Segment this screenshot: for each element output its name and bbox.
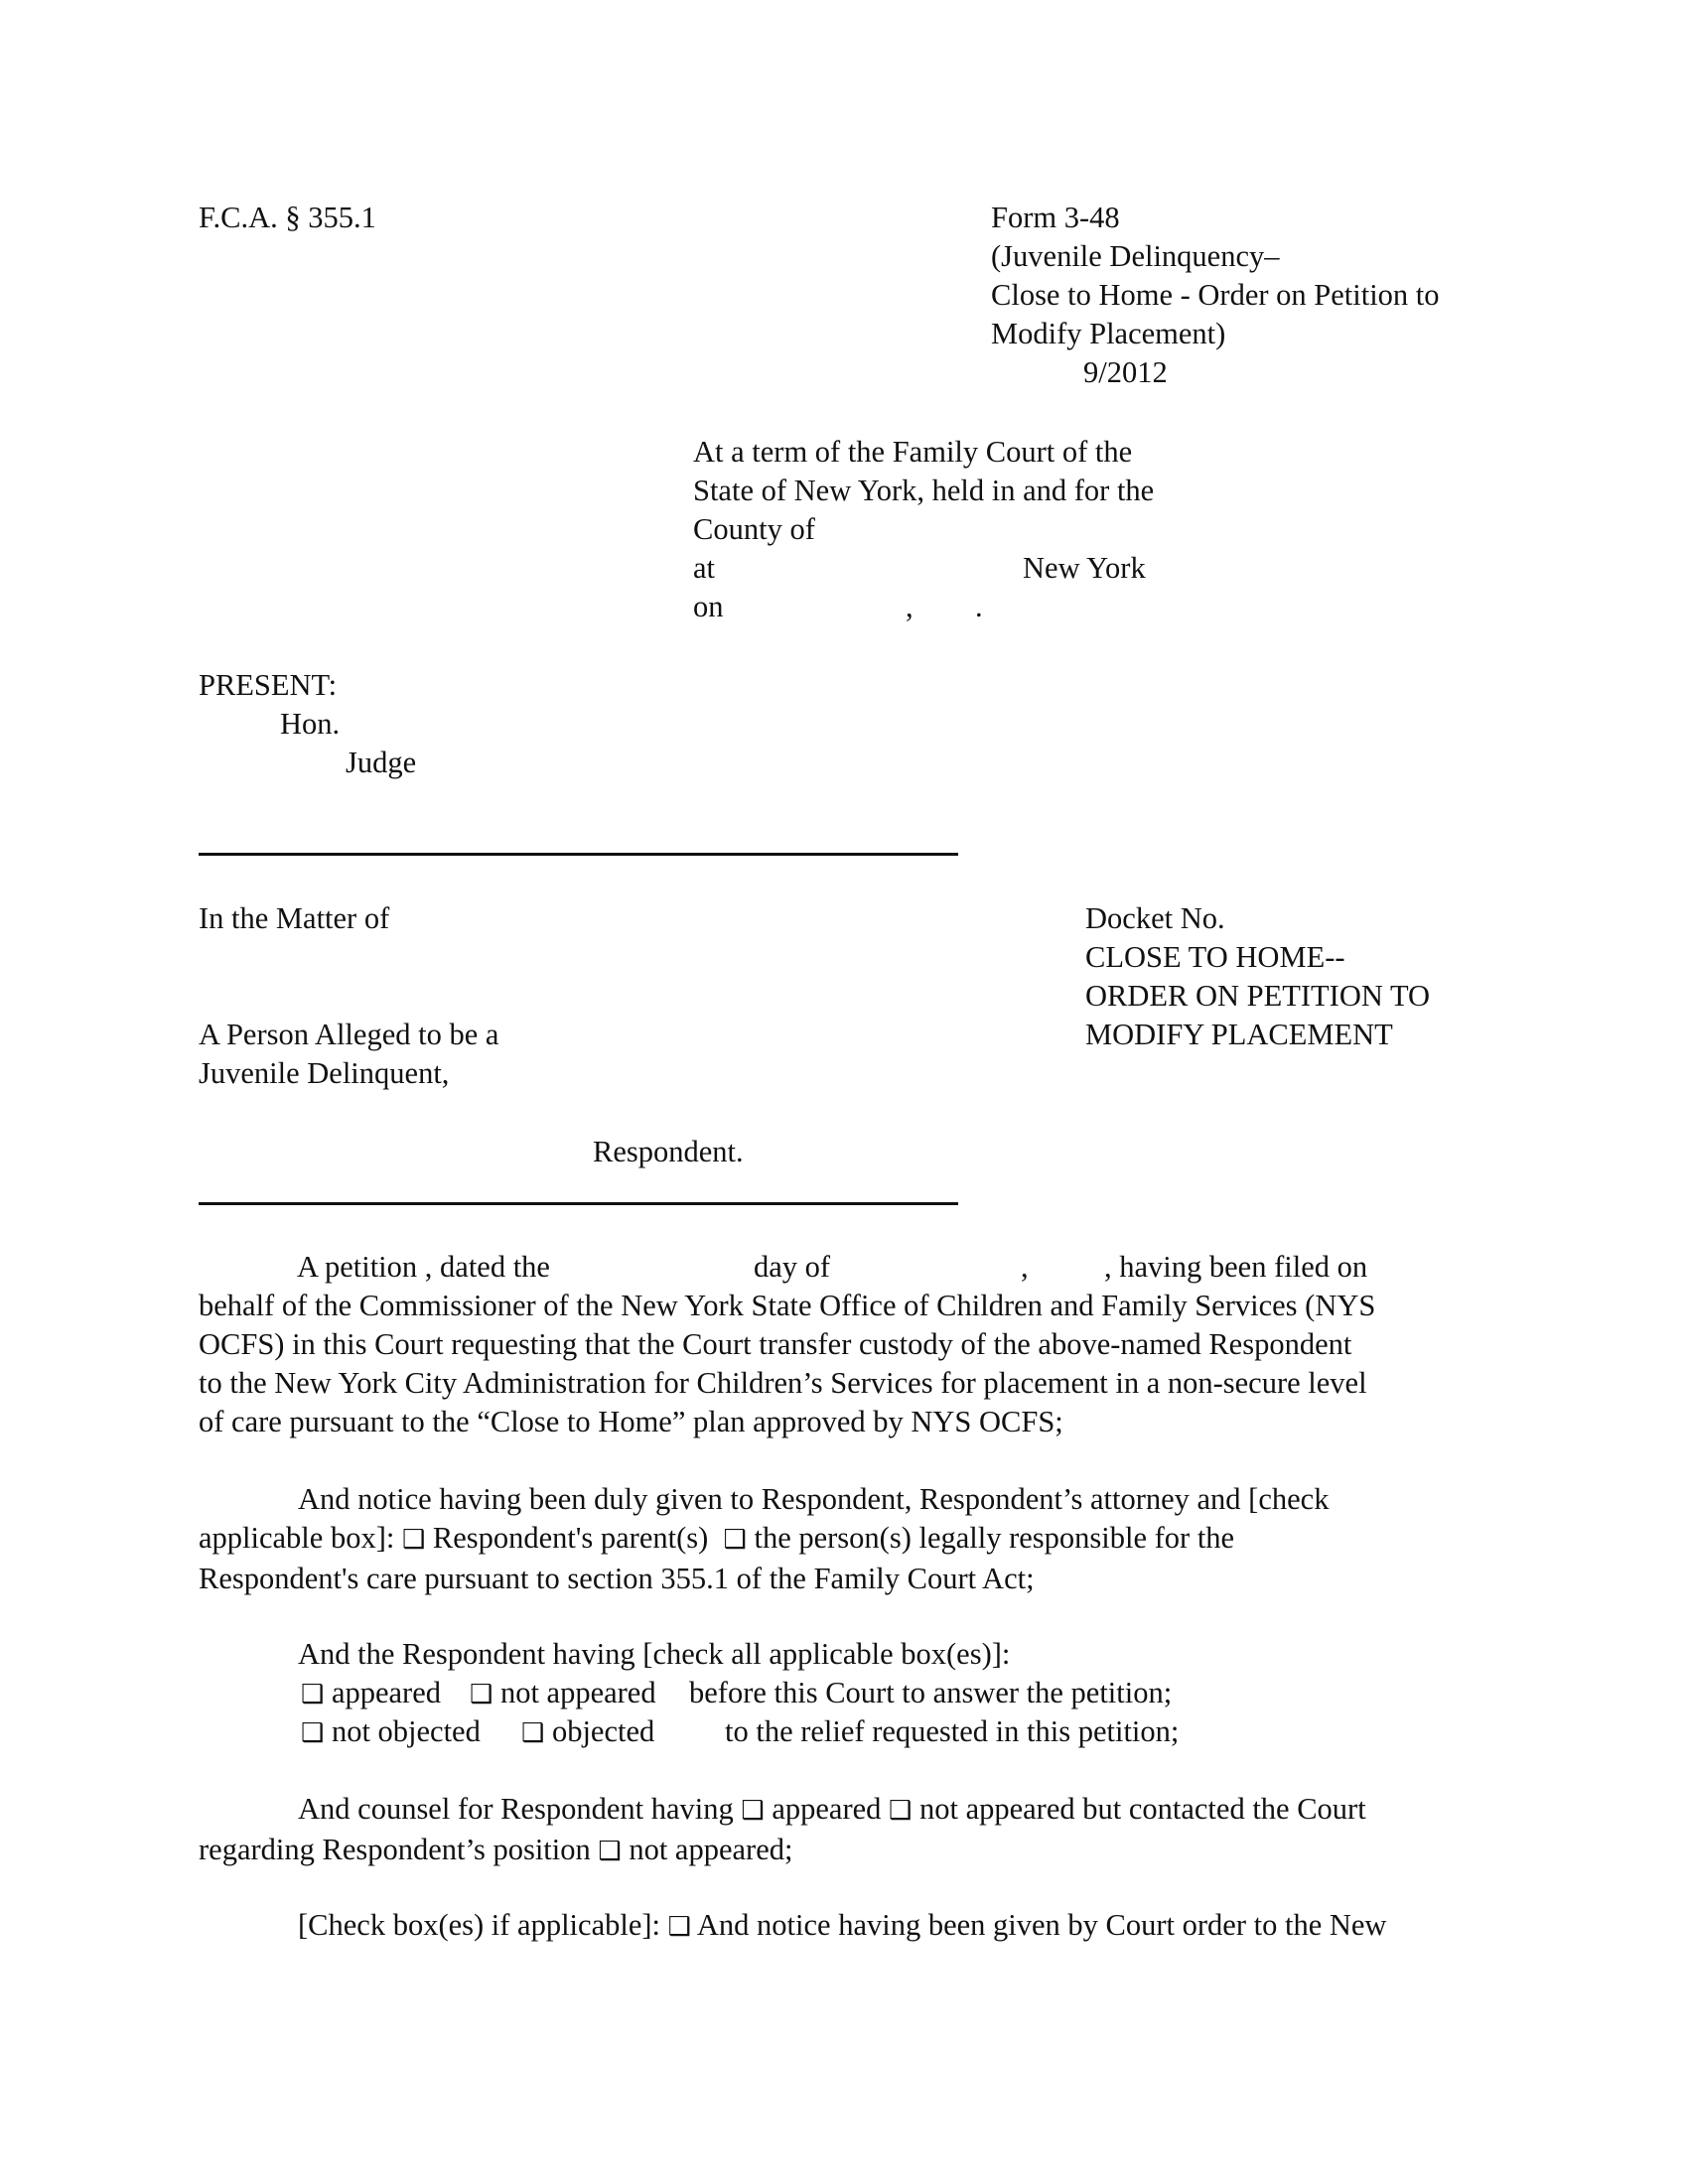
check-if-applicable-label: [Check box(es) if applicable]:: [298, 1908, 661, 1942]
person-line-2: Juvenile Delinquent,: [199, 1056, 450, 1090]
response-answer-text: before this Court to answer the petition;: [689, 1676, 1173, 1709]
response-line-2: [199, 1674, 1499, 1712]
counsel-line-1: [199, 1790, 1499, 1831]
parents-option-label: Respondent's parent(s): [432, 1521, 709, 1555]
order-title-line-1: CLOSE TO HOME--: [1085, 940, 1345, 974]
petition-date-comma: ,: [1021, 1250, 1029, 1284]
responsible-persons-option-label: the person(s) legally responsible for the: [754, 1521, 1235, 1555]
term-on-label: on: [693, 590, 724, 623]
term-state: New York: [1023, 551, 1146, 585]
statute-text: F.C.A. § 355.1: [199, 201, 376, 234]
response-line-3: [199, 1712, 1499, 1751]
appeared-option: [301, 1674, 441, 1714]
caption-matter: [199, 899, 389, 938]
parents-checkbox-icon[interactable]: ❑: [401, 1525, 426, 1555]
respondent-label: Respondent.: [593, 1135, 744, 1168]
counsel-appeared-label: appeared: [772, 1792, 882, 1826]
petition-line-4: to the New York City Administration for Children’s Services for placement in a non-secure level: [199, 1366, 1367, 1400]
form-description-line-3: Modify Placement): [991, 317, 1226, 350]
counsel-paragraph: [199, 1790, 1499, 1871]
term-county-label: County of: [693, 512, 815, 546]
notice-line-1-text: And notice having been duly given to Respondent, Respondent’s attorney and [check: [298, 1482, 1330, 1516]
notice-applicable-box-label: applicable box]:: [199, 1521, 395, 1555]
docket-number-label: Docket No.: [1085, 901, 1225, 935]
counsel-not-appeared-checkbox-icon[interactable]: ❑: [598, 1837, 622, 1866]
objected-option: [521, 1712, 654, 1753]
form-revision-date: 9/2012: [1083, 355, 1168, 389]
responsible-persons-checkbox-icon[interactable]: ❑: [723, 1525, 747, 1555]
notice-line-2: [199, 1519, 1499, 1560]
order-title-line-2: ORDER ON PETITION TO: [1085, 979, 1431, 1013]
form-info: [991, 199, 1440, 392]
counsel-position-text: regarding Respondent’s position: [199, 1833, 591, 1866]
counsel-appeared-checkbox-icon[interactable]: ❑: [741, 1796, 765, 1826]
counsel-not-appeared-label: not appeared;: [629, 1833, 793, 1866]
term-date-period: .: [975, 590, 983, 623]
form-description-line-1: (Juvenile Delinquency–: [991, 239, 1280, 273]
not-objected-option: [301, 1712, 481, 1753]
not-appeared-option-label: not appeared: [499, 1676, 656, 1709]
caption-top-rule: [199, 853, 958, 856]
objected-option-label: objected: [551, 1714, 655, 1748]
counsel-line-2: [199, 1831, 1499, 1871]
term-line-2: State of New York, held in and for the: [693, 474, 1155, 507]
appeared-option-label: appeared: [331, 1676, 441, 1709]
not-appeared-option: [470, 1674, 656, 1714]
response-line-1: [199, 1635, 1499, 1674]
petition-line-5: of care pursuant to the “Close to Home” plan approved by NYS OCFS;: [199, 1405, 1063, 1438]
form-description-line-2: Close to Home - Order on Petition to: [991, 278, 1440, 312]
not-objected-checkbox-icon[interactable]: ❑: [301, 1718, 325, 1748]
petition-line-3: OCFS) in this Court requesting that the Court transfer custody of the above-named Respondent: [199, 1327, 1352, 1361]
present-hon: Hon.: [280, 707, 341, 741]
not-appeared-checkbox-icon[interactable]: ❑: [470, 1680, 493, 1709]
court-order-notice-checkbox-icon[interactable]: ❑: [667, 1912, 691, 1942]
term-date-comma: ,: [906, 590, 914, 623]
court-order-notice-text: And notice having been given by Court order to the New: [696, 1908, 1387, 1942]
petition-day-of-text: day of: [754, 1250, 831, 1284]
petition-dated-text: A petition , dated the: [297, 1250, 550, 1284]
petition-filed-text: , having been filed on: [1104, 1250, 1368, 1284]
docket-title-block: [1085, 899, 1430, 1054]
response-relief-text: to the relief requested in this petition;: [725, 1714, 1180, 1748]
court-order-line-1: [199, 1906, 1499, 1947]
caption-person: [199, 1016, 498, 1093]
not-objected-option-label: not objected: [331, 1714, 481, 1748]
counsel-lead-text: And counsel for Respondent having: [298, 1792, 734, 1826]
caption-bottom-rule: [199, 1202, 958, 1205]
petition-line-1: [199, 1248, 1499, 1287]
present-judge: Judge: [346, 746, 417, 779]
court-order-notice-paragraph: [199, 1906, 1499, 1947]
notice-line-3: Respondent's care pursuant to section 355.1 of the Family Court Act;: [199, 1562, 1035, 1595]
present-label: PRESENT:: [199, 668, 338, 702]
petition-paragraph: [199, 1248, 1499, 1441]
petition-line-2: behalf of the Commissioner of the New York State Office of Children and Family Services (NYS: [199, 1289, 1376, 1322]
notice-paragraph: [199, 1480, 1499, 1598]
person-line-1: A Person Alleged to be a: [199, 1018, 499, 1051]
statute-citation: [199, 199, 376, 237]
counsel-contacted-checkbox-icon[interactable]: ❑: [889, 1796, 913, 1826]
term-at-label: at: [693, 551, 716, 585]
objected-checkbox-icon[interactable]: ❑: [521, 1718, 545, 1748]
order-title-line-3: MODIFY PLACEMENT: [1085, 1018, 1393, 1051]
counsel-contacted-label: not appeared but contacted the Court: [918, 1792, 1366, 1826]
notice-line-1: [199, 1480, 1499, 1519]
court-term-block: [693, 433, 1249, 626]
response-line-1-text: And the Respondent having [check all applicable box(es)]:: [298, 1637, 1011, 1671]
term-date-line: [693, 588, 1249, 626]
caption-respondent: [593, 1133, 744, 1171]
term-location-line: [693, 549, 1249, 588]
respondent-response-paragraph: [199, 1635, 1499, 1751]
matter-label: In the Matter of: [199, 901, 390, 935]
form-number: Form 3-48: [991, 201, 1120, 234]
appeared-checkbox-icon[interactable]: ❑: [301, 1680, 325, 1709]
term-line-1: At a term of the Family Court of the: [693, 435, 1133, 469]
present-block: [199, 666, 416, 782]
